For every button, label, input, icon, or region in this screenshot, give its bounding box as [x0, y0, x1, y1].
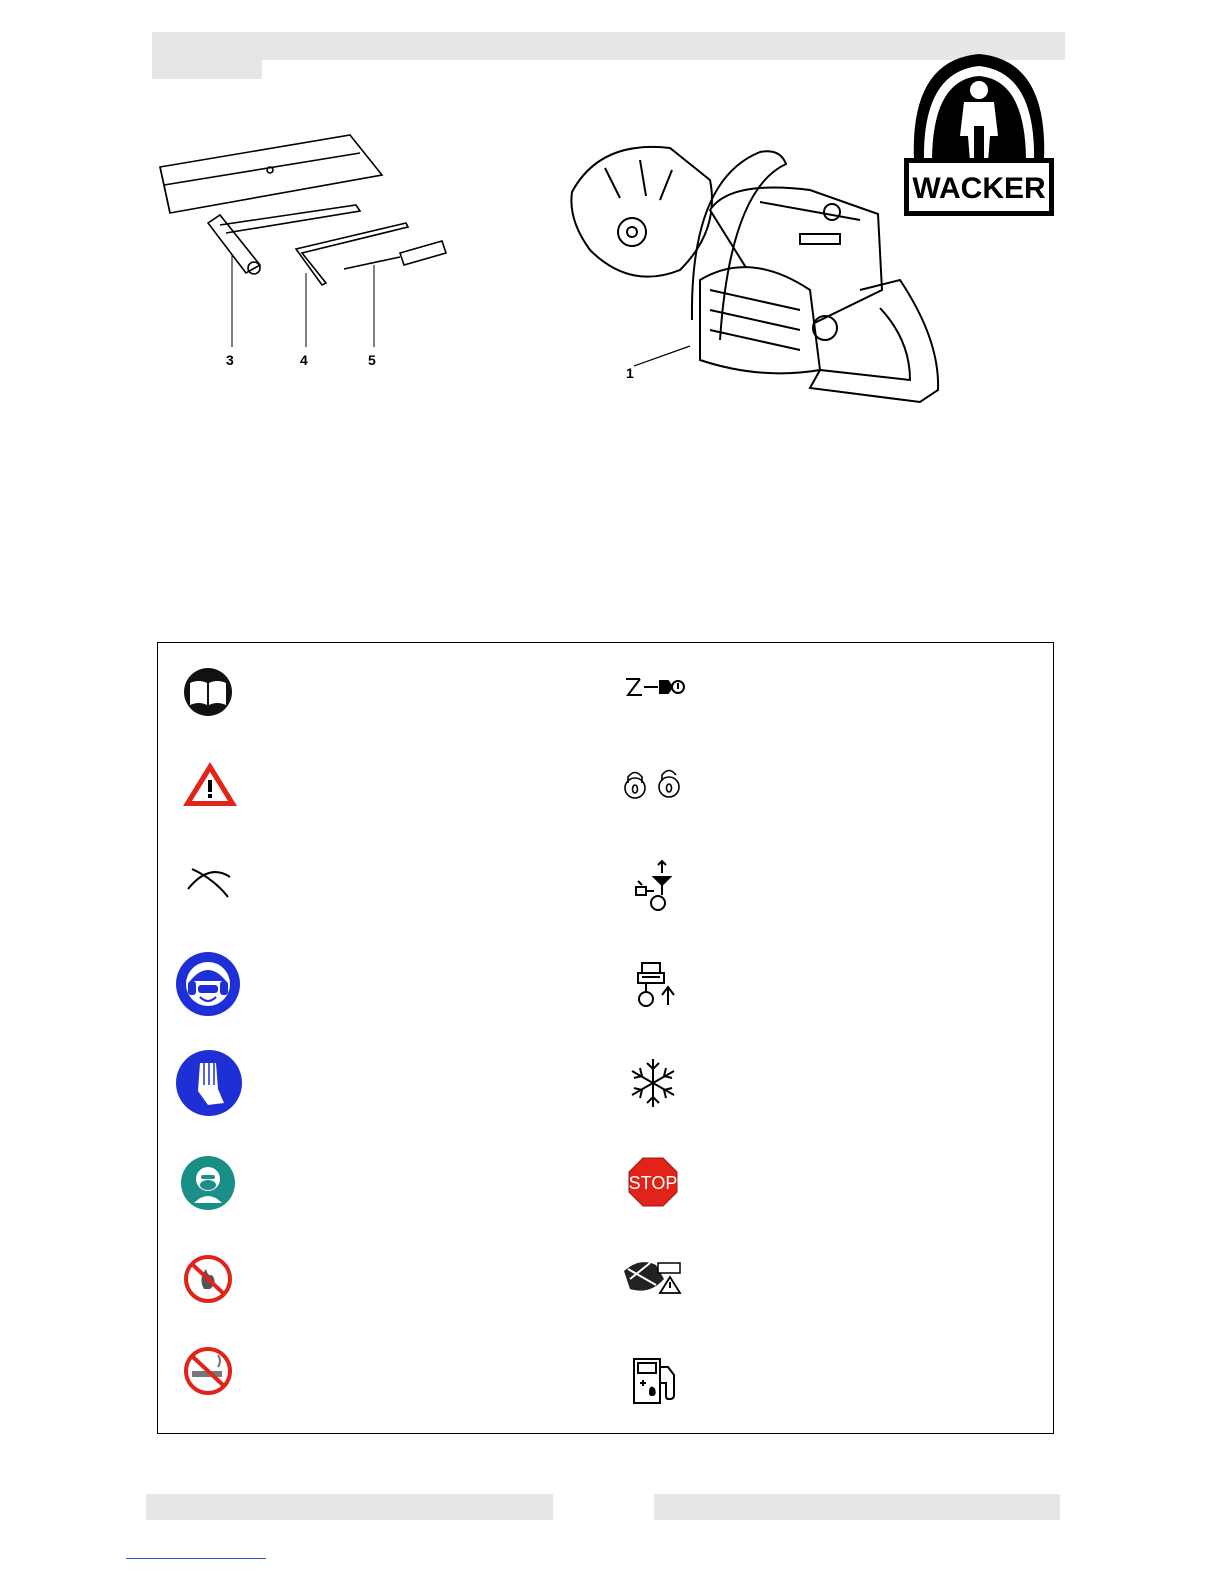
- decompression-valve-icon: [634, 961, 678, 1009]
- footer-link-line: [126, 1558, 266, 1559]
- cross-reference-icon: [184, 865, 234, 901]
- cutoff-saw-figure: [560, 140, 950, 410]
- head-eye-ear-protection-icon: [176, 951, 240, 1017]
- warning-triangle-icon: [180, 759, 240, 809]
- snowflake-icon: [628, 1057, 678, 1109]
- respirator-icon: [180, 1155, 236, 1211]
- header-tab: [152, 60, 262, 79]
- fuel-mixture-ratio-icon: [624, 675, 686, 699]
- footer-bar-right: [654, 1494, 1060, 1520]
- choke-position-icon: [634, 859, 674, 913]
- kickback-warning-icon: [620, 1255, 684, 1297]
- fuel-pump-icon: [630, 1355, 680, 1407]
- logo-brand-text: WACKER: [912, 172, 1046, 205]
- tool-pouch-icon: [160, 135, 382, 213]
- callout-5: 5: [368, 352, 376, 368]
- blade-guard-icon: [571, 147, 712, 277]
- stop-sign-text: STOP: [628, 1173, 678, 1193]
- screwdriver-icon: [344, 241, 446, 269]
- protective-gloves-icon: [176, 1049, 242, 1117]
- no-open-flame-icon: [182, 1255, 234, 1303]
- hex-key-icon: [296, 223, 408, 285]
- callout-4: 4: [300, 352, 308, 368]
- symbol-table: [157, 642, 1054, 1434]
- callout-1: 1: [626, 365, 634, 381]
- callout-3: 3: [226, 352, 234, 368]
- no-smoking-icon: [182, 1347, 234, 1395]
- tool-kit-figure: [150, 125, 470, 385]
- stop-sign-icon: [628, 1157, 678, 1207]
- footer-bar-left: [146, 1494, 553, 1520]
- manual-book-icon: [180, 667, 236, 717]
- lock-unlock-icon: [622, 767, 684, 799]
